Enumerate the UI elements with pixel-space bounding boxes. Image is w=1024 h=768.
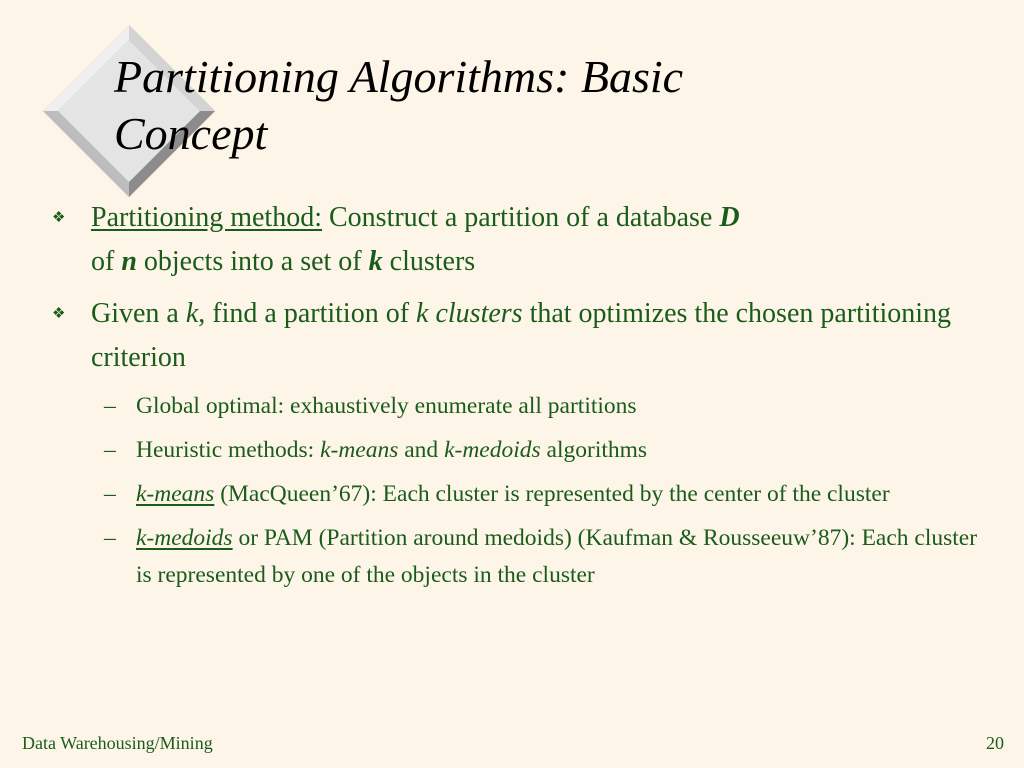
bullet-given-k (52, 292, 992, 380)
term-k-medoids-underlined: k-medoids (136, 525, 233, 551)
footer-course-title: Data Warehousing/Mining (22, 733, 213, 753)
term-partitioning-method: Partitioning method: (91, 202, 322, 233)
variable-d: D (719, 202, 740, 233)
sub-bullet-dash: – (104, 437, 116, 463)
sub-bullet-dash: – (104, 393, 116, 419)
sub-bullet-text: algorithms (540, 437, 648, 463)
bullet-partitioning-method (52, 196, 992, 284)
sub-bullet-k-means (52, 476, 992, 513)
term-k-medoids: k-medoids (444, 437, 541, 463)
sub-bullet-text: Heuristic methods: (136, 437, 321, 463)
term-k-means-underlined: k-means (136, 481, 215, 507)
bullet-text: Given a (91, 298, 186, 329)
variable-n: n (121, 246, 137, 277)
title-line-1: Partitioning Algorithms: Basic (114, 51, 684, 102)
footer-page-number: 20 (986, 733, 1004, 753)
bullet-text: objects into a set of (136, 246, 369, 277)
bullet-diamond-icon: ❖ (52, 306, 66, 322)
sub-bullet-text: or PAM (Partition around medoids) (Kaufman & Rousseeuw’87): Each cluster is represented by one of the objects in the cluster (136, 525, 978, 588)
variable-k: k (368, 246, 383, 277)
sub-bullet-dash: – (104, 481, 116, 507)
sub-bullet-global-optimal (52, 388, 992, 425)
bullet-diamond-icon: ❖ (52, 210, 66, 226)
sub-bullet-dash: – (104, 525, 116, 551)
sub-bullet-text: (MacQueen’67): Each cluster is represented by the center of the cluster (214, 481, 890, 507)
sub-bullet-k-medoids (52, 520, 992, 594)
variable-k: k (185, 298, 199, 329)
sub-bullet-text: Global optimal: exhaustively enumerate all partitions (136, 393, 637, 419)
bullet-text: of (91, 246, 122, 277)
bullet-text: Construct a partition of a database (322, 202, 720, 233)
sub-bullet-text: and (398, 437, 445, 463)
sub-bullet-heuristic-methods (52, 432, 992, 469)
slide-title (114, 48, 974, 162)
term-k-clusters: k clusters (416, 298, 523, 329)
bullet-text: , find a partition of (198, 298, 417, 329)
title-line-2: Concept (114, 108, 268, 159)
bullet-list (52, 196, 992, 601)
bullet-text: clusters (382, 246, 476, 277)
term-k-means: k-means (320, 437, 399, 463)
bullet-text: that optimizes the chosen partitioning criterion (91, 298, 952, 373)
